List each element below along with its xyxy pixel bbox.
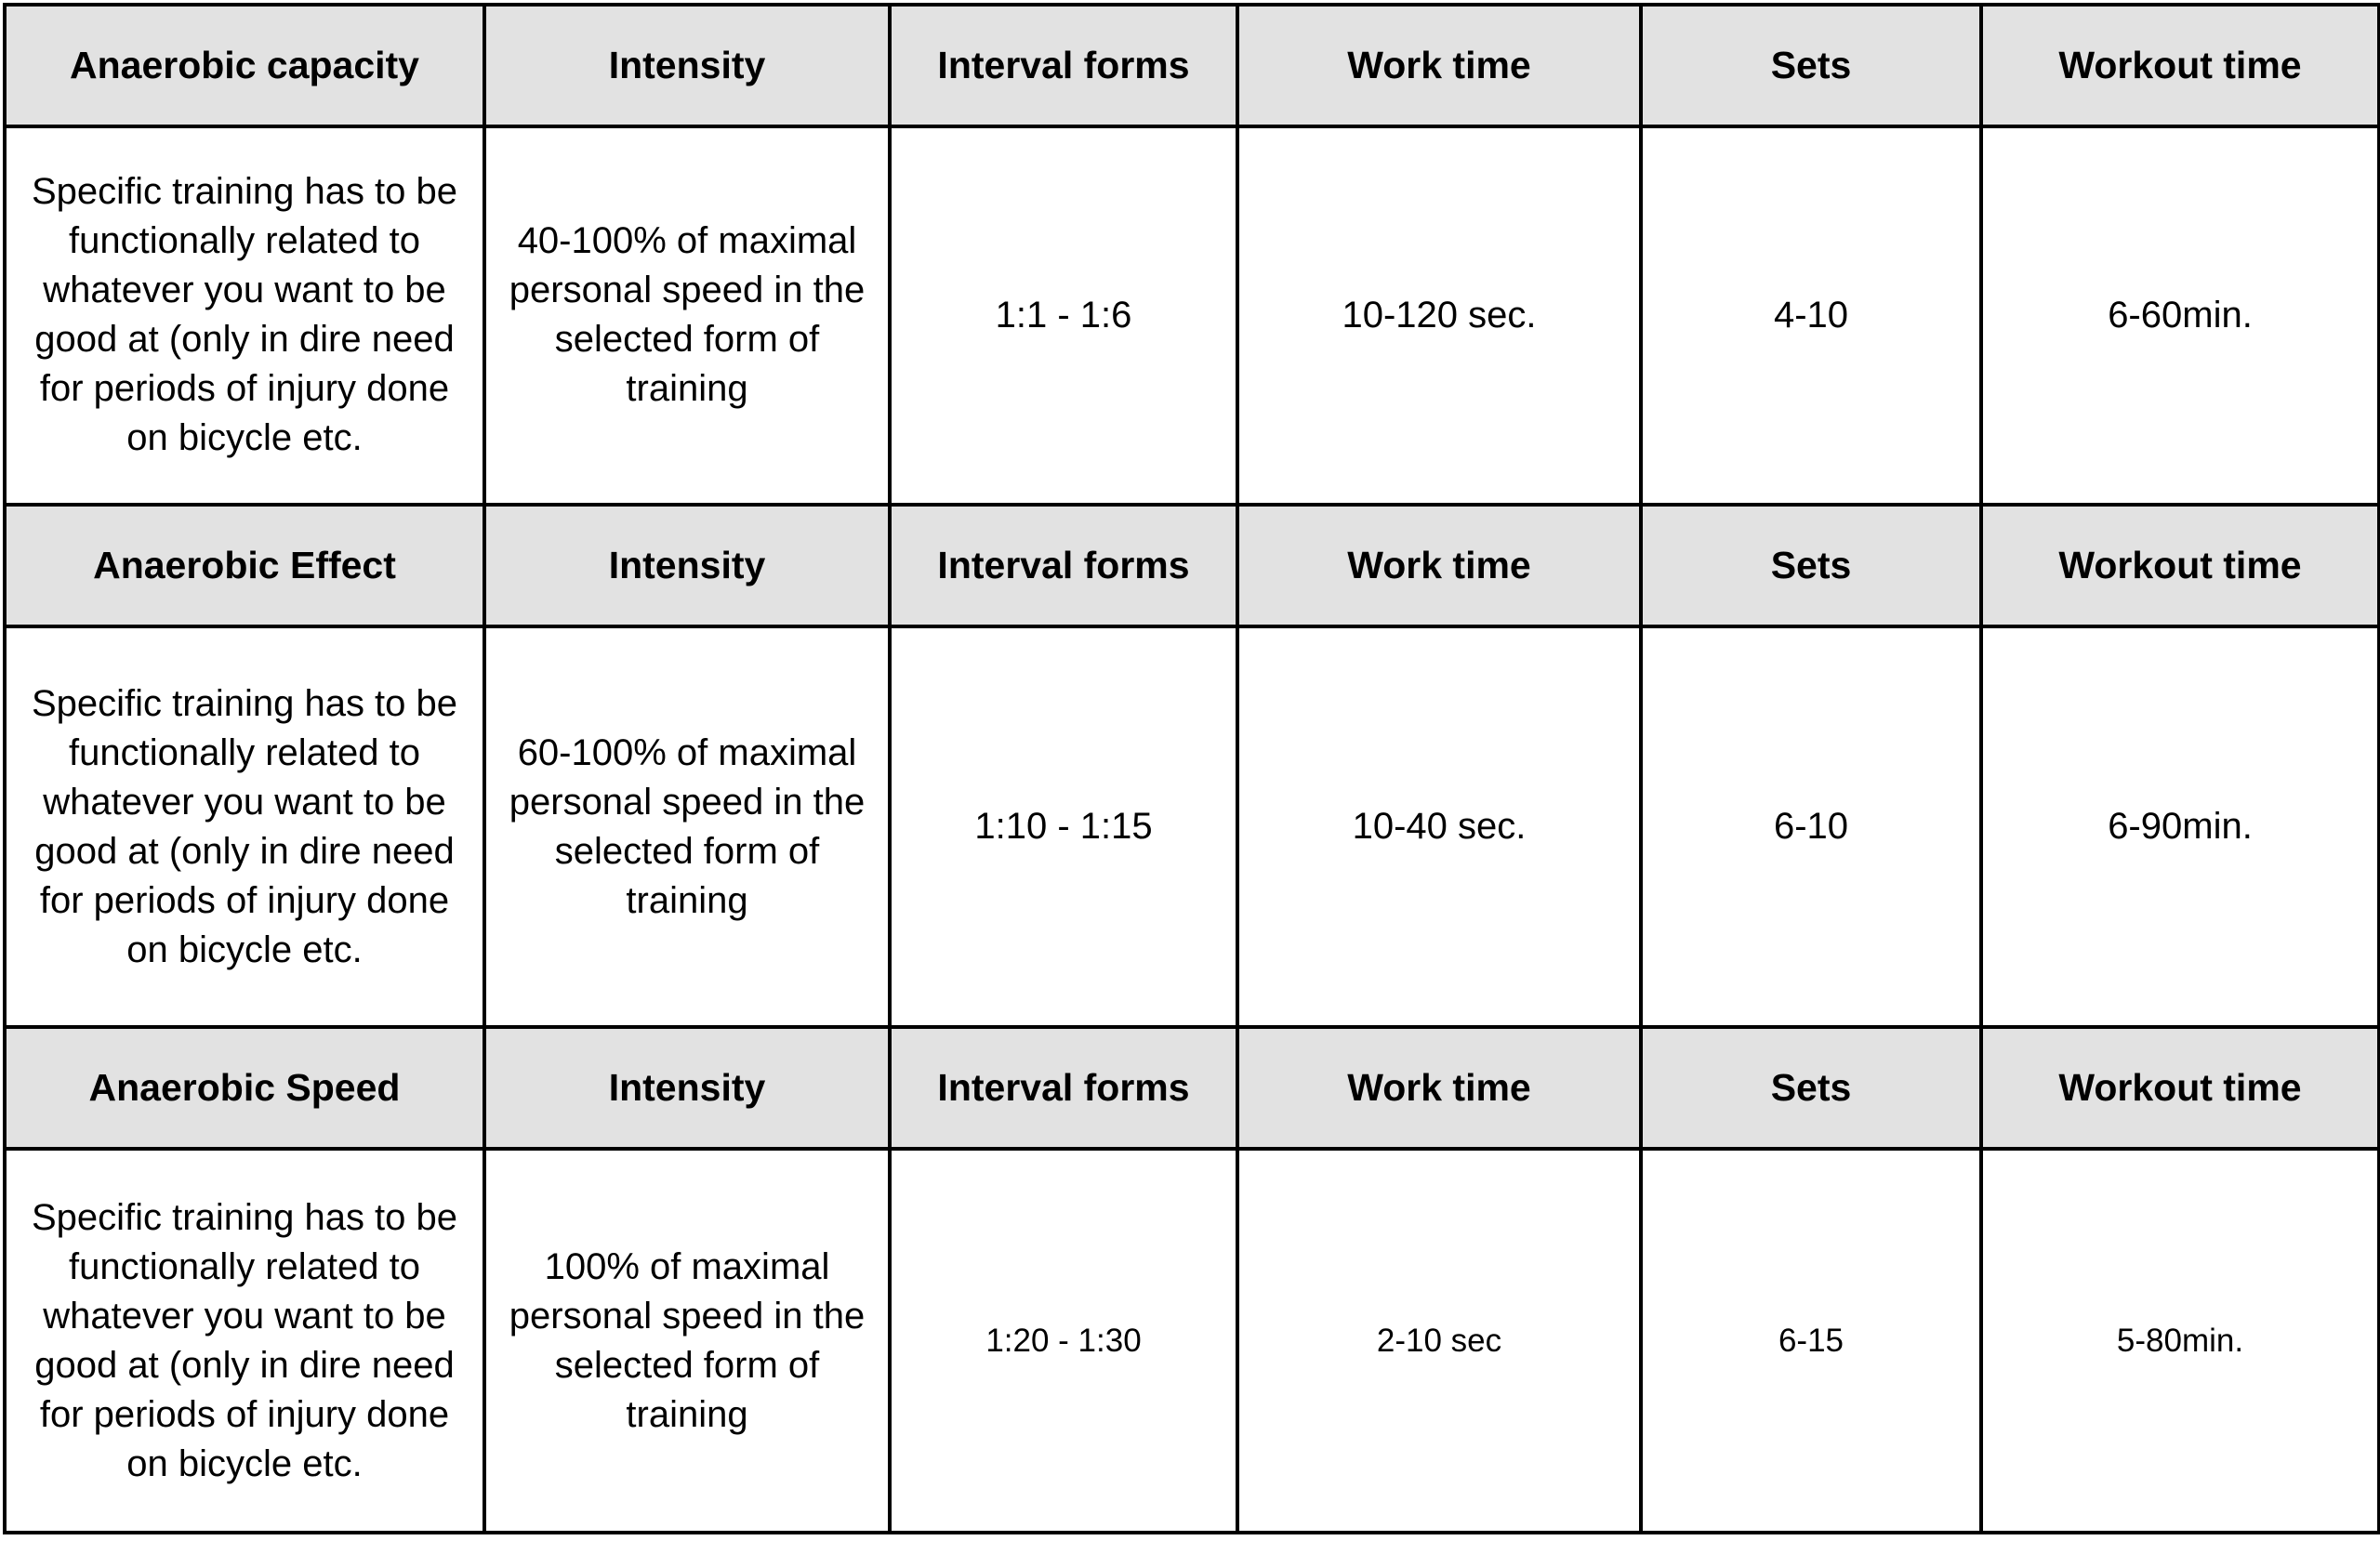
cell-sets: 6-15 bbox=[1641, 1149, 1981, 1533]
section-header-row bbox=[5, 505, 2379, 626]
cell-workout-time: 6-60min. bbox=[1981, 126, 2379, 504]
section-data-row bbox=[5, 1149, 2379, 1533]
section-title: Anaerobic Effect bbox=[5, 505, 484, 626]
section-data-row bbox=[5, 626, 2379, 1028]
section-title: Anaerobic Speed bbox=[5, 1027, 484, 1149]
section-header-row bbox=[5, 1027, 2379, 1149]
header-sets: Sets bbox=[1641, 1027, 1981, 1149]
header-workout-time: Workout time bbox=[1981, 505, 2379, 626]
header-intensity: Intensity bbox=[484, 5, 890, 126]
cell-sets: 4-10 bbox=[1641, 126, 1981, 504]
cell-description: Specific training has to be functionally related to whatever you want to be good at (only in dire need for periods of injury done on bicycle etc. bbox=[5, 626, 484, 1028]
cell-interval-forms: 1:20 - 1:30 bbox=[890, 1149, 1237, 1533]
cell-work-time: 10-120 sec. bbox=[1237, 126, 1641, 504]
training-table bbox=[3, 3, 2380, 1534]
header-work-time: Work time bbox=[1237, 1027, 1641, 1149]
cell-description: Specific training has to be functionally related to whatever you want to be good at (only in dire need for periods of injury done on bicycle etc. bbox=[5, 1149, 484, 1533]
header-work-time: Work time bbox=[1237, 5, 1641, 126]
header-sets: Sets bbox=[1641, 5, 1981, 126]
header-intensity: Intensity bbox=[484, 505, 890, 626]
cell-sets: 6-10 bbox=[1641, 626, 1981, 1028]
cell-intensity: 100% of maximal personal speed in the selected form of training bbox=[484, 1149, 890, 1533]
cell-work-time: 2-10 sec bbox=[1237, 1149, 1641, 1533]
header-interval-forms: Interval forms bbox=[890, 5, 1237, 126]
cell-workout-time: 6-90min. bbox=[1981, 626, 2379, 1028]
header-interval-forms: Interval forms bbox=[890, 505, 1237, 626]
section-title: Anaerobic capacity bbox=[5, 5, 484, 126]
header-workout-time: Workout time bbox=[1981, 5, 2379, 126]
header-workout-time: Workout time bbox=[1981, 1027, 2379, 1149]
section-data-row bbox=[5, 126, 2379, 504]
header-work-time: Work time bbox=[1237, 505, 1641, 626]
header-interval-forms: Interval forms bbox=[890, 1027, 1237, 1149]
cell-intensity: 60-100% of maximal personal speed in the selected form of training bbox=[484, 626, 890, 1028]
cell-description: Specific training has to be functionally related to whatever you want to be good at (only in dire need for periods of injury done on bicycle etc. bbox=[5, 126, 484, 504]
cell-intensity: 40-100% of maximal personal speed in the selected form of training bbox=[484, 126, 890, 504]
cell-work-time: 10-40 sec. bbox=[1237, 626, 1641, 1028]
cell-interval-forms: 1:1 - 1:6 bbox=[890, 126, 1237, 504]
header-sets: Sets bbox=[1641, 505, 1981, 626]
cell-workout-time: 5-80min. bbox=[1981, 1149, 2379, 1533]
section-header-row bbox=[5, 5, 2379, 126]
cell-interval-forms: 1:10 - 1:15 bbox=[890, 626, 1237, 1028]
header-intensity: Intensity bbox=[484, 1027, 890, 1149]
